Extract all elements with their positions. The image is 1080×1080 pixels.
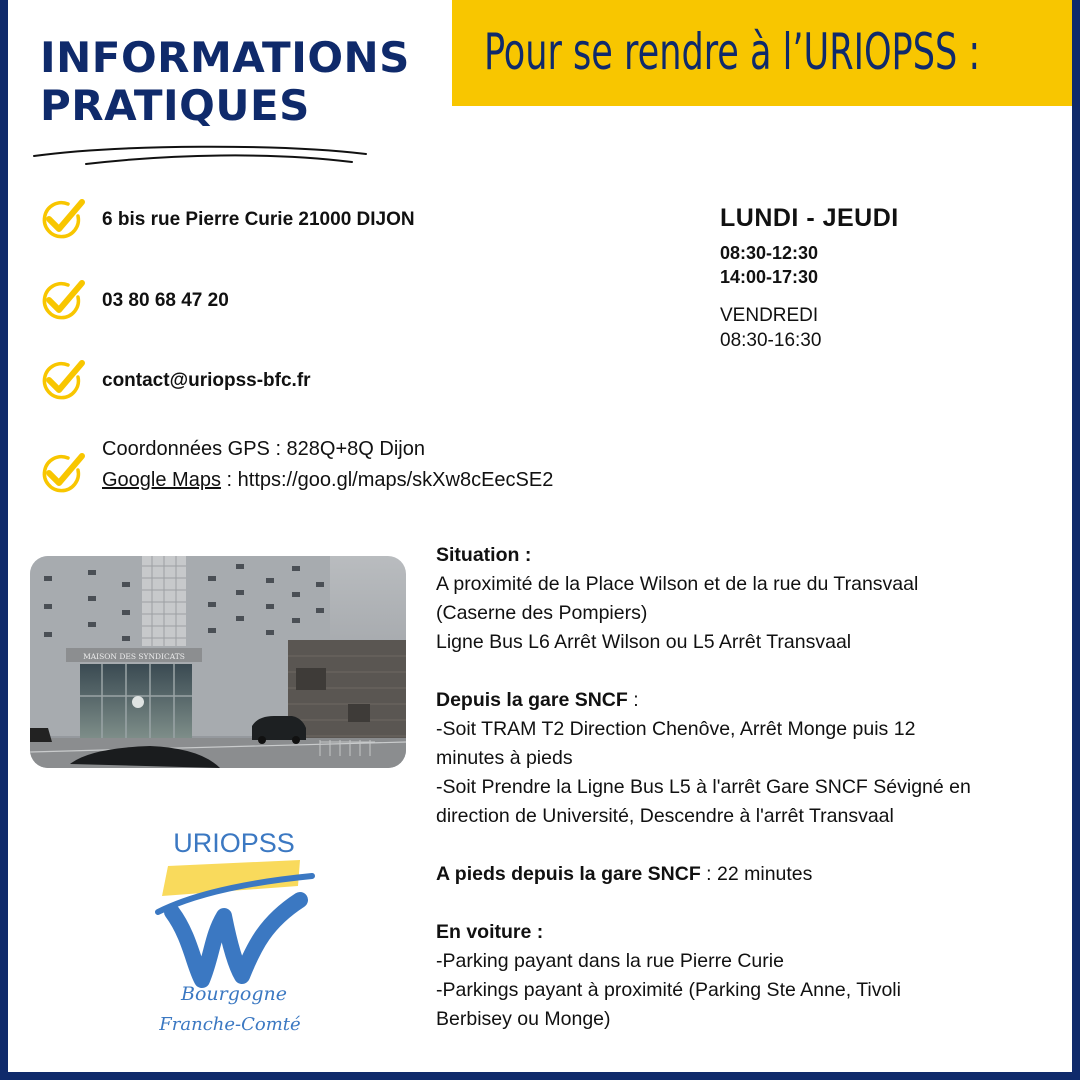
situation-label: Situation : <box>436 544 532 566</box>
logo-region-1: Bourgogne <box>181 983 287 1005</box>
directions-block <box>436 541 1046 1034</box>
logo-name: URIOPSS <box>173 828 295 858</box>
situation-line-2: (Caserne des Pompiers) <box>436 602 648 624</box>
voiture-line-3: Berbisey ou Monge) <box>436 1008 611 1030</box>
gare-line-4: direction de Université, Descendre à l'arrêt Transvaal <box>436 805 894 827</box>
title-underline-swash <box>32 142 372 172</box>
title-line-2: PRATIQUES <box>40 81 310 130</box>
situation-line-3: Ligne Bus L6 Arrêt Wilson ou L5 Arrêt Transvaal <box>436 631 852 653</box>
check-circle-icon <box>38 196 86 244</box>
email-link[interactable]: contact@uriopss-bfc.fr <box>102 370 311 391</box>
pieds-label: A pieds depuis la gare SNCF <box>436 863 701 885</box>
hours-slot-1: 08:30-12:30 <box>720 243 819 263</box>
google-maps-link[interactable]: Google Maps <box>102 469 221 491</box>
hours-slot-3: 08:30-16:30 <box>720 330 822 351</box>
hours-days-1: LUNDI - JEUDI <box>720 204 899 232</box>
phone-text[interactable]: 03 80 68 47 20 <box>102 290 229 311</box>
gare-suffix: : <box>627 689 639 711</box>
hours-slot-2: 14:00-17:30 <box>720 267 819 287</box>
gps-text: Coordonnées GPS : 828Q+8Q Dijon <box>102 438 425 460</box>
check-circle-icon <box>38 450 86 498</box>
voiture-line-2: -Parkings payant à proximité (Parking Ste Anne, Tivoli <box>436 979 901 1001</box>
address-text: 6 bis rue Pierre Curie 21000 DIJON <box>102 209 415 230</box>
check-circle-icon <box>38 357 86 405</box>
gps-row <box>38 432 553 498</box>
building-sign-text: MAISON DES SYNDICATS <box>83 652 185 661</box>
page-title <box>40 34 410 130</box>
address-row <box>38 196 415 244</box>
info-card <box>8 0 1072 1072</box>
logo-region-2: Franche-Comté <box>159 1014 301 1035</box>
phone-row <box>38 277 229 325</box>
building-photo <box>30 556 406 768</box>
voiture-label: En voiture : <box>436 921 544 943</box>
check-circle-icon <box>38 277 86 325</box>
email-row <box>38 357 311 405</box>
hours-days-2: VENDREDI <box>720 305 819 326</box>
directions-banner <box>452 0 1072 106</box>
voiture-line-1: -Parking payant dans la rue Pierre Curie <box>436 950 784 972</box>
title-line-1: INFORMATIONS <box>40 33 410 82</box>
uriopss-logo <box>150 816 320 1046</box>
gare-label: Depuis la gare SNCF <box>436 689 628 711</box>
maps-line <box>102 465 553 496</box>
gare-line-3: -Soit Prendre la Ligne Bus L5 à l'arrêt Gare SNCF Sévigné en <box>436 776 971 798</box>
maps-url[interactable]: : https://goo.gl/maps/skXw8cEecSE2 <box>220 469 554 491</box>
pieds-value: : 22 minutes <box>700 863 813 885</box>
opening-hours <box>720 204 899 353</box>
situation-line-1: A proximité de la Place Wilson et de la rue du Transvaal <box>436 573 919 595</box>
banner-title: Pour se rendre à l’URIOPSS : <box>484 23 981 81</box>
gare-line-1: -Soit TRAM T2 Direction Chenôve, Arrêt Monge puis 12 <box>436 718 916 740</box>
gps-block <box>102 434 553 496</box>
gare-line-2: minutes à pieds <box>436 747 573 769</box>
